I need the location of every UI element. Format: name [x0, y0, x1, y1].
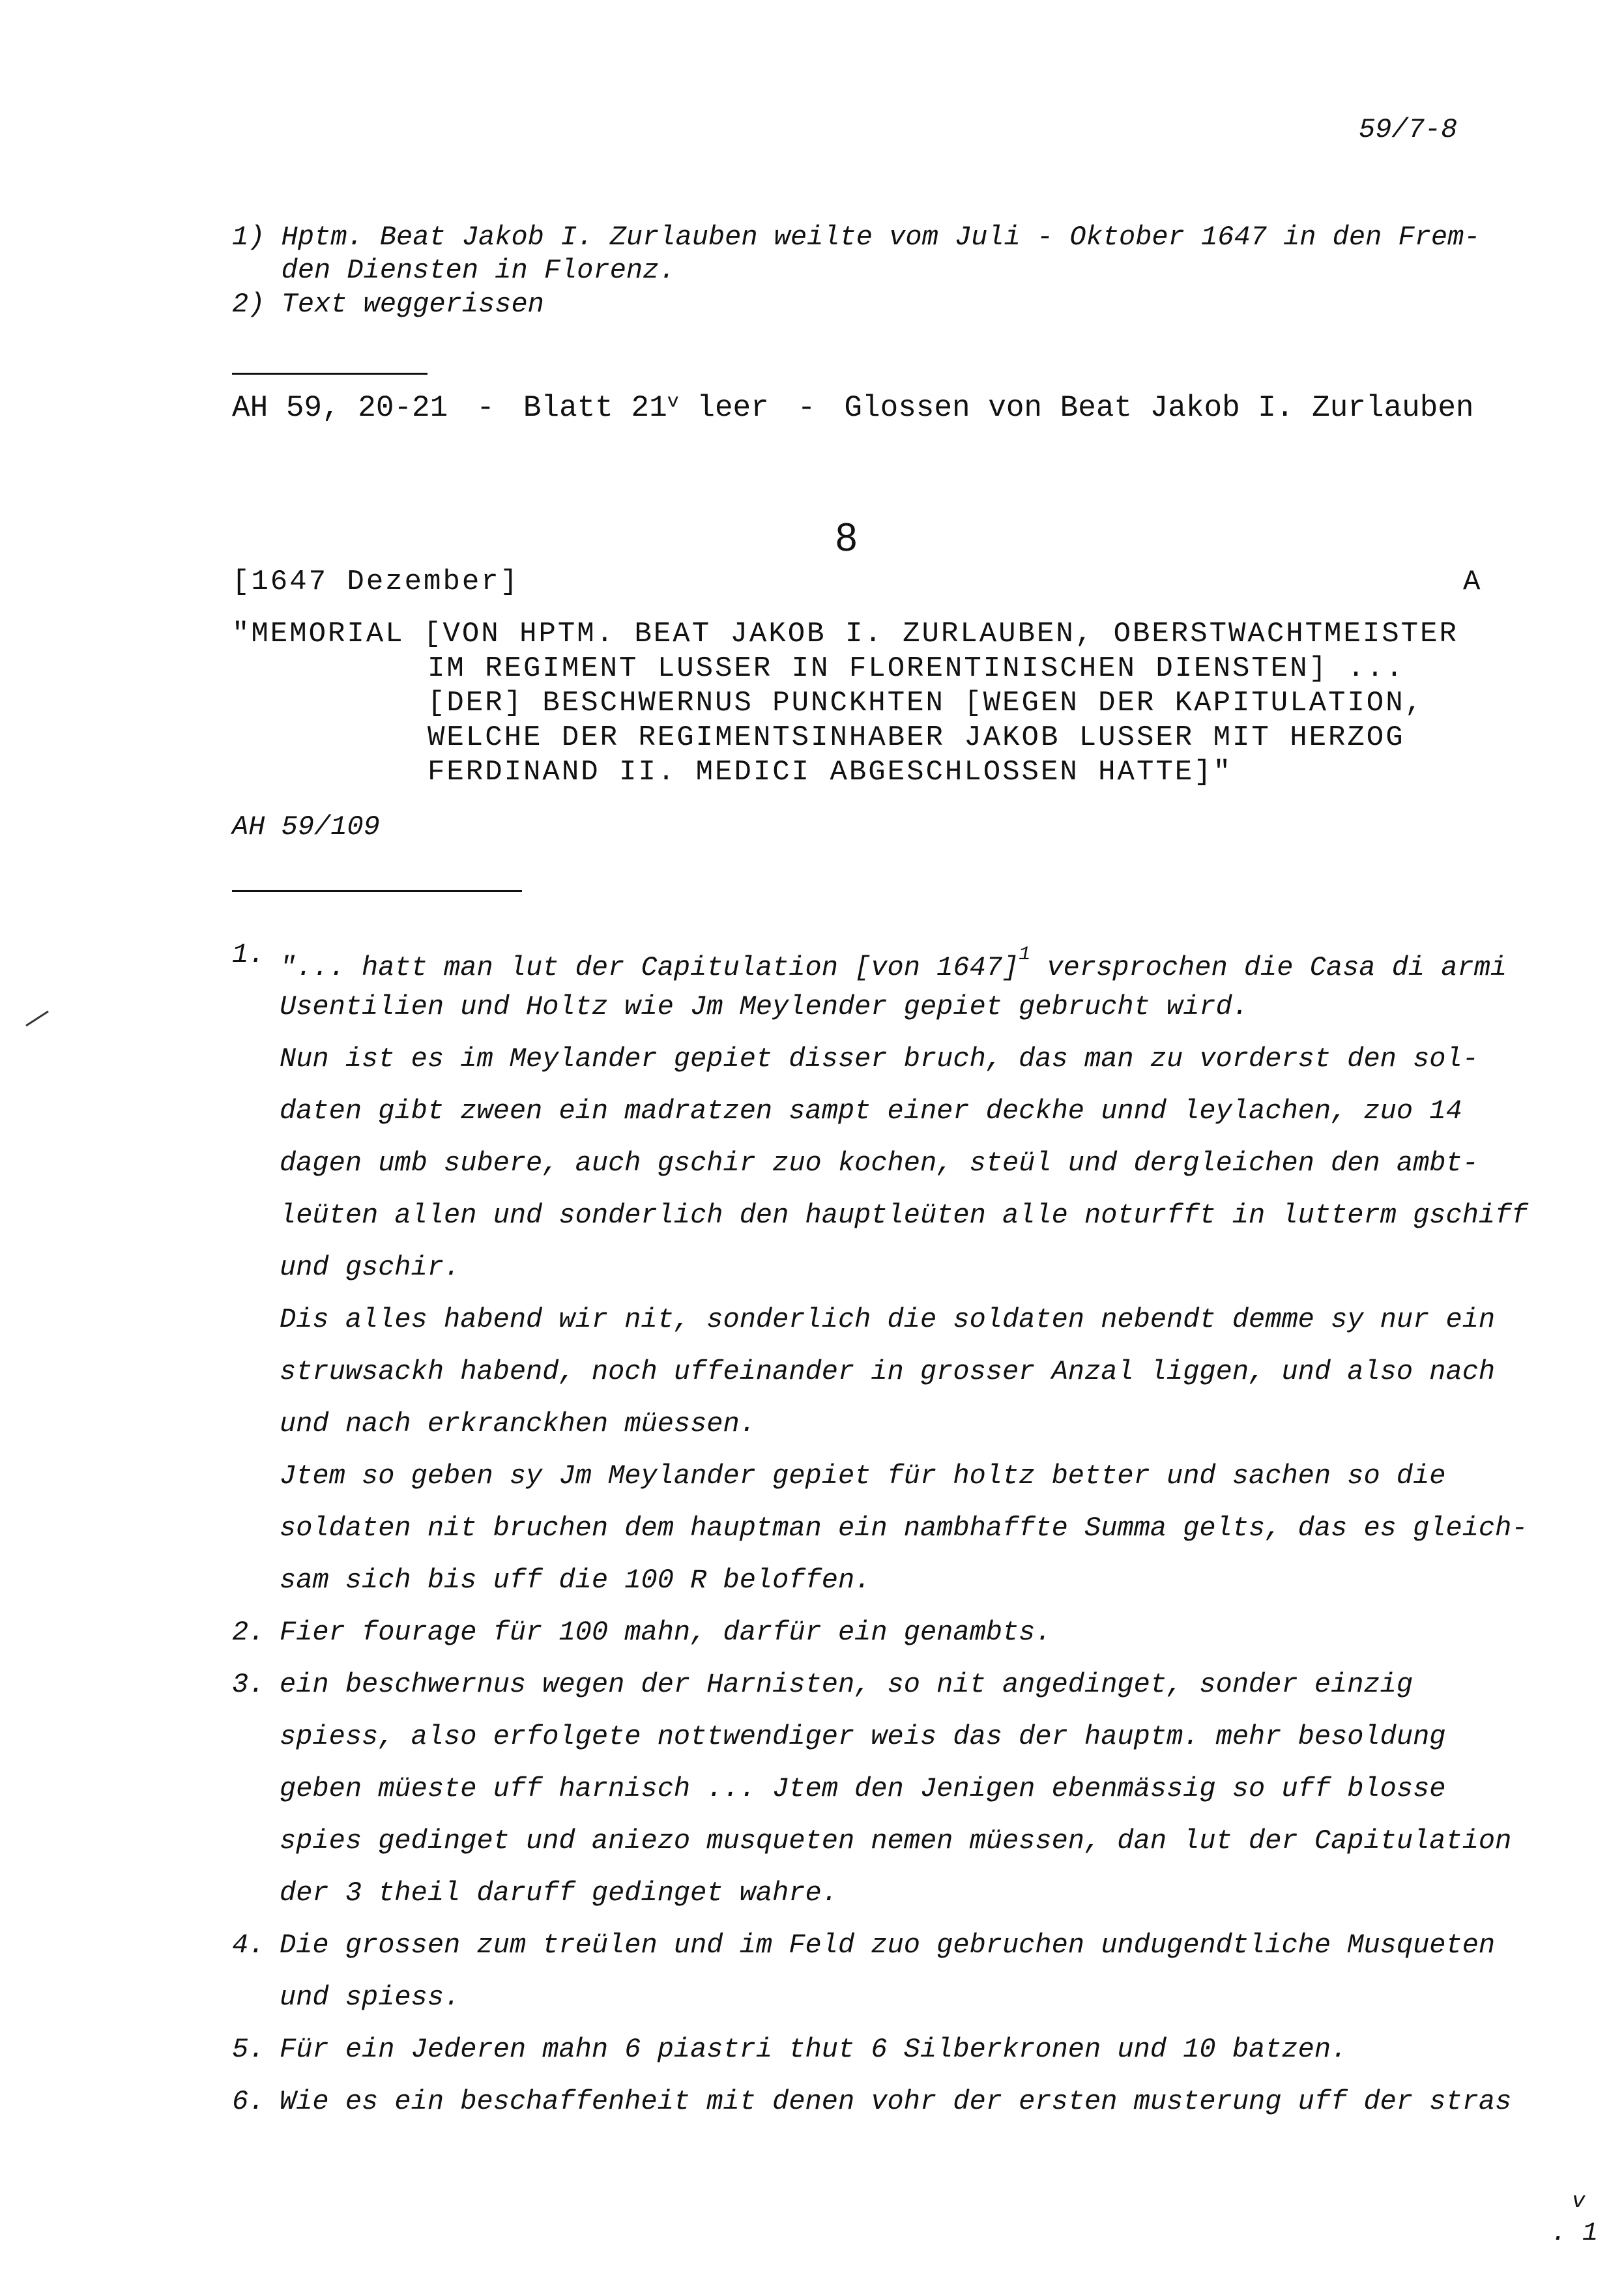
memorial-title-line: IM REGIMENT LUSSER IN FLORENTINISCHEN DIENSTEN] ... — [428, 652, 1405, 685]
margin-mark-page: . 1 — [1551, 2219, 1599, 2248]
memorial-title-line: FERDINAND II. MEDICI ABGESCHLOSSEN HATTE]" — [428, 756, 1232, 788]
item-text — [280, 929, 1528, 1606]
source-dash-2: - — [797, 391, 816, 425]
item-line: dagen umb subere, auch gschir zuo kochen, steül und dergleichen den ambt- — [280, 1148, 1479, 1179]
item-number: 2. — [232, 1617, 265, 1648]
item-line-part: versprochen die Casa di armi — [1030, 952, 1507, 983]
item-line: soldaten nit bruchen dem hauptman ein nambhaffte Summa gelts, das es gleich- — [280, 1512, 1528, 1544]
archive-reference: AH 59/109 — [232, 811, 380, 843]
item-text — [280, 1606, 1052, 1658]
item-line: Nun ist es im Meylander gepiet disser bruch, das man zu vorderst den sol- — [280, 1043, 1479, 1075]
item-line — [280, 929, 1528, 981]
item-line: Für ein Jederen mahn 6 piastri thut 6 Silberkronen und 10 batzen. — [280, 2034, 1348, 2065]
page-number: 59/7-8 — [1359, 114, 1458, 145]
source-ah: AH 59, 20-21 — [232, 391, 448, 425]
item-line: Wie es ein beschaffenheit mit denen vohr der ersten musterung uff der stras — [280, 2086, 1512, 2117]
item-line: Die grossen zum treülen und im Feld zuo gebruchen undugendtliche Musqueten — [280, 1930, 1496, 1961]
footnote-ref: 1 — [1019, 944, 1031, 966]
item-line-part: "... hatt man lut der Capitulation [von 1647] — [280, 952, 1019, 983]
item-line: Dis alles habend wir nit, sonderlich die soldaten nebendt demme sy nur ein — [280, 1304, 1496, 1335]
item-line: sam sich bis uff die 100 R beloffen. — [280, 1565, 871, 1596]
item-text — [280, 2076, 1511, 2128]
margin-mark-v: v — [1572, 2190, 1586, 2214]
item-line: der 3 theil daruff gedinget wahre. — [280, 1877, 838, 1909]
source-glossen: Glossen von Beat Jakob I. Zurlauben — [844, 391, 1474, 425]
item-text — [280, 2023, 1347, 2076]
item-line: spies gedinget und aniezo musqueten nemen müessen, dan lut der Capitulation — [280, 1825, 1512, 1857]
item-line: struwsackh habend, noch uffeinander in grosser Anzal liggen, und also nach — [280, 1356, 1496, 1387]
document-number: 8 — [835, 515, 858, 559]
source-line — [232, 391, 1474, 425]
source-dash: - — [476, 391, 495, 425]
margin-stroke-mark — [25, 1009, 51, 1028]
item-number: 3. — [232, 1669, 265, 1700]
item-line: und nach erkranckhen müessen. — [280, 1408, 756, 1439]
divider — [232, 890, 522, 892]
divider — [232, 373, 428, 375]
memorial-title-line: WELCHE DER REGIMENTSINHABER JAKOB LUSSER MIT HERZOG — [428, 721, 1405, 754]
item-text — [280, 1919, 1495, 2023]
item-line: ein beschwernus wegen der Harnisten, so nit angedinget, sonder einzig — [280, 1669, 1414, 1700]
footnote-2: 2) Text weggerissen — [232, 289, 544, 320]
memorial-title-line: "MEMORIAL [VON HPTM. BEAT JAKOB I. ZURLAUBEN, OBERSTWACHTMEISTER — [232, 618, 1458, 650]
item-line: geben müeste uff harnisch ... Jtem den Jenigen ebenmässig so uff blosse — [280, 1773, 1446, 1804]
item-line: leüten allen und sonderlich den hauptleüten alle noturfft in lutterm gschiff — [280, 1200, 1528, 1231]
footnote-1-line-2: den Diensten in Florenz. — [232, 255, 676, 286]
item-number: 1. — [232, 939, 265, 970]
source-leer: leer — [678, 391, 769, 425]
item-line: Usentilien und Holtz wie Jm Meylender gepiet gebrucht wird. — [280, 991, 1249, 1022]
item-line: und gschir. — [280, 1252, 461, 1283]
signature-code: A — [1463, 566, 1483, 598]
item-line: spiess, also erfolgete nottwendiger weis das der hauptm. mehr besoldung — [280, 1721, 1446, 1752]
item-line: daten gibt zween ein madratzen sampt einer deckhe unnd leylachen, zuo 14 — [280, 1095, 1462, 1127]
item-number: 4. — [232, 1930, 265, 1961]
item-number: 6. — [232, 2086, 265, 2117]
item-line: Jtem so geben sy Jm Meylander gepiet für holtz better und sachen so die — [280, 1460, 1446, 1492]
source-blatt: Blatt 21 — [523, 391, 667, 425]
item-line: Fier fourage für 100 mahn, darfür ein genambts. — [280, 1617, 1052, 1648]
memorial-title-line: [DER] BESCHWERNUS PUNCKHTEN [WEGEN DER KAPITULATION, — [428, 687, 1425, 719]
document-date: [1647 Dezember] — [232, 566, 520, 598]
item-text — [280, 1658, 1511, 1919]
source-blatt-sup: v — [667, 391, 679, 413]
item-number: 5. — [232, 2034, 265, 2065]
item-line: und spiess. — [280, 1982, 461, 2013]
footnote-1-line-1: 1) Hptm. Beat Jakob I. Zurlauben weilte vom Juli - Oktober 1647 in den Frem- — [232, 222, 1481, 253]
